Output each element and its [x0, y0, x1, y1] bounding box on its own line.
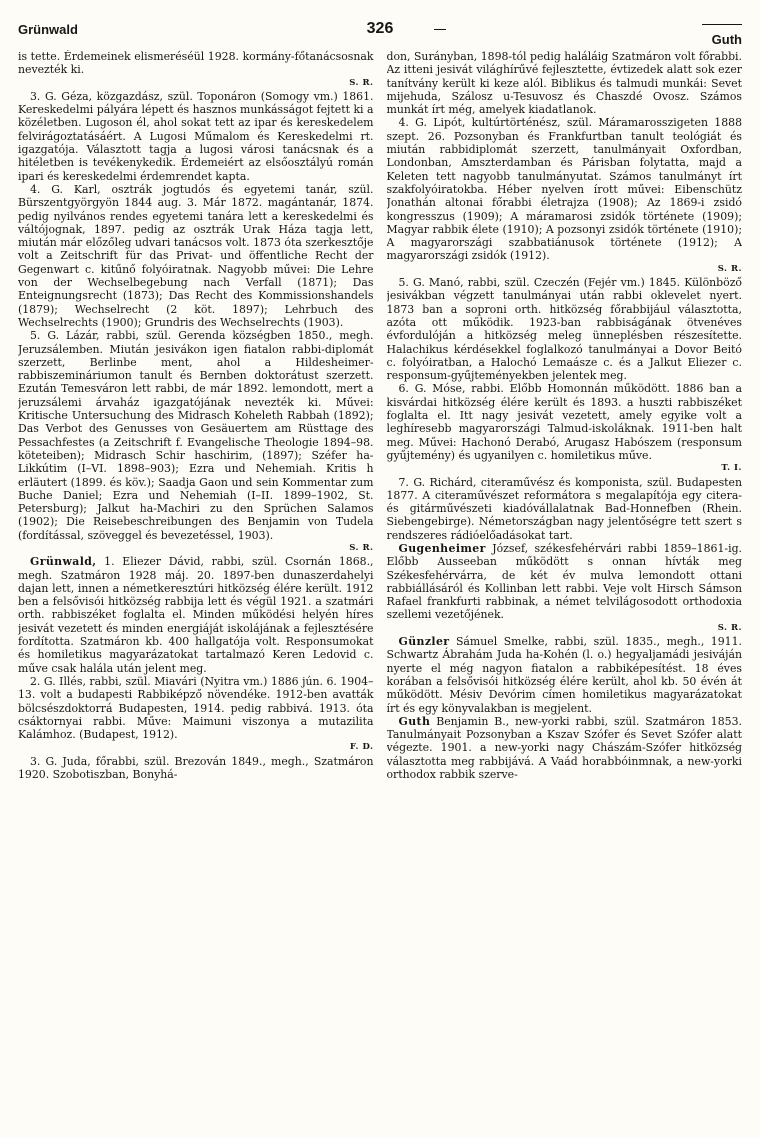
entry-text: József, székesfehérvári rabbi 1859–1861-ig. Előbb Ausseeban működött s onnan hívták meg Székesfehérvárra, de két év mulva lemondott ottani rabbiállásáról és Kollinban lett rabbi. Veje volt Hirsch Sámson Rafael frankfurti rabbinak, a német telvilágosodott orthodoxia szellemi vezetőjének. — [386, 541, 742, 622]
entry-text: 3. G. Géza, közgazdász, szül. Toponáron (Somogy vm.) 1861. Kereskedelmi pályára lépett és hasznos munkásságot fejtett ki a közéletben. Lugoson él, ahol sokat tett az ipar és kereskedelem felvirágoztatásáért. A Lugosi Műmalom és Kereskedelmi rt. igazgatója. Választott tagja a lugosi városi tanácsnak és a hitéletben is tevékenykedik. Érdemeiért az elsőosztályú román ipari és kereskedelmi érdemrendet kapta. — [18, 89, 374, 183]
entry-text: 3. G. Juda, főrabbi, szül. Brezován 1849., megh., Szatmáron 1920. Szobotiszban, Bonyhá- — [18, 754, 374, 782]
entry-text: Benjamin B., new-yorki rabbi, szül. Szatmáron 1853. Tanulmányait Pozsonyban a Kszav Szófer és Sevet Szófer alatt végezte. 1901. a new-yorki nagy Chászám-Szófer hitközség választotta meg rabbijává. A Vaád horabbóinmnak, a new-yorki orthodox rabbik szerve- — [386, 714, 742, 782]
entry-text: 7. G. Richárd, citeraművész és komponista, szül. Budapesten 1877. A citeraművészet reformátora s megalapítója egy citera- és gitárművészeti kiadóvállalatnak Bad-Honnefben (Rhein. Siebengebirge). Németországban nagy jelentőségre tett szert s rendszeres rádióelőadásokat tart. — [386, 475, 742, 542]
entry-paragraph — [18, 555, 374, 675]
author-initials: S. R. — [349, 542, 374, 553]
entry-headword: Guth — [398, 714, 431, 728]
running-header — [18, 20, 742, 46]
entry-paragraph — [387, 542, 743, 635]
entry-headword: Gugenheimer — [398, 541, 486, 555]
entry-headword: Günzler — [398, 635, 450, 649]
entry-text: 5. G. Lázár, rabbi, szül. Gerenda községben 1850., megh. Jeruzsálemben. Miután jesivákon igen fiatalon rabbi-diplomát szerzett, Berlinbe ment, ahol a Hildesheimer-rabbiszemináriumon tanult és Bernben doktorátust szerzett. Ezután Temesváron lett rabbi, de már 1892. lemondott, mert a jeruzsálemi árvaház igazgatójának nevezték ki. Művei: Kritische Untersuchung des Midrasch Koheleth Rabbah (1892); Das Verbot des Genusses von Gesäuertem am Rüsttage des Pessachfestes (a Zeitschrift f. Evangelische Theologie 1894–98. köteteiben); Midrasch Schir haschirim, (1897); Széfer ha-Likkútim (I–VI. 1898–903); Ezra und Nehemiah. Kritis h erläutert (1899. és köv.); Saadja Gaon und sein Kommentar zum Buche Daniel; Ezra und Nehemiah (I–II. 1899–1902, St. Petersburg); Jalkut ha-Machiri zu den Sprüchen Salamos (1902); Die Reisebeschreibungen des Benjamin von Tudela (fordítással, szöveggel és bevezetéssel, 1903). — [18, 329, 374, 542]
author-initials: T. I. — [721, 463, 742, 474]
entry-paragraph — [387, 382, 743, 475]
entry-headword: Grünwald, — [30, 555, 97, 569]
header-dash — [434, 29, 446, 30]
author-initials: S. R. — [717, 622, 742, 633]
entry-text: 6. G. Móse, rabbi. Előbb Homonnán működött. 1886 ban a kisvárdai hitközség élére került és 1893. a huszti rabbiszéket foglalta el. Itt nagy jesivát vezetett, amely egyike volt a leghíresebb magyarországi Talmud-iskoláknak. 1911-ben halt meg. Művei: Hachonó Derabó, Arugasz Habószem (responsum gyűjtemény) és ugyanilyen c. homiletikus műve. — [386, 382, 742, 462]
entry-text: don, Surányban, 1898-tól pedig haláláig Szatmáron volt főrabbi. Az itteni jesivát világhírűvé fejlesztette, évtizedek alatt sok ezer tanítvány került ki keze alól. Biblikus és talmudi munkái: Sevet mijehuda, Szálosz u-Tesuvosz és Chaszdé Ovosz. Számos munkát írt még, amelyek kiadatlanok. — [386, 50, 742, 117]
entry-text: 4. G. Lipót, kultúrtörténész, szül. Máramarosszigeten 1888 szept. 26. Pozsonyban és Frankfurtban tanult teológiát és miután rabbidiplomát szerzett, tanulmányait Oxfordban, Londonban, Amszterdamban és Párisban folytatta, majd a Keleten tett nagyobb tanulmányutat. Számos tanulmányt írt szakfolyóiratokba. Héber nyelven írott művei: Eibenschütz Jonathán altonai főrabbi életrajza (1908); Az 1869-i zsidó kongresszus (1909); A máramarosi zsidók története (1909); Magyar rabbik élete (1910); A pozsonyi zsidók története (1910); A magyarországi szabbatiánusok története (1912); A magyarországi zsidók (1912). — [386, 116, 742, 263]
entry-paragraph — [18, 675, 374, 755]
entry-paragraph — [387, 635, 743, 715]
entry-text: 4. G. Karl, osztrák jogtudós és egyetemi tanár, szül. Bürszentgyörgyön 1844 aug. 3. Már 1872. magántanár, 1874. pedig nyilvános rendes egyetemi tanára lett a kereskedelmi és váltójognak, 1897. pedig az osztrák Urak Háza tagja lett, miután már előzőleg udvari tanácsos volt. 1873 óta szerkesztője volt a Zeitschrift für das Privat- und öffentliche Recht der Gegenwart c. kitűnő folyóiratnak. Nagyobb művei: Die Lehre von der Wechselbegebung nach Verfall (1871); Das Enteignungsrecht (1873); Das Recht des Kommissionshandels (1879); Wechselrecht (2 köt. 1897); Lehrbuch des Wechselrechts (1900); Grundris des Wechselrechts (1903). — [18, 182, 374, 329]
author-initials: F. D. — [349, 742, 374, 753]
right-column — [387, 50, 743, 1128]
entry-text: Sámuel Smelke, rabbi, szül. 1835., megh., 1911. Schwartz Ábrahám Juda ha-Kohén (l. o.) hegyaljamádi jesiváján nyerte el még nagyon fiatalon a rabbiképesítést. 18 éves korában a felsővisói hitközség élére került, ahol kb. 50 évén át működött. Mésiv Devórim címen homiletikus magyarázatokat írt és egy könyvalakban is megjelent. — [386, 635, 742, 715]
header-left-guideword: Grünwald — [18, 22, 78, 37]
author-initials: S. R. — [717, 263, 742, 274]
header-rule — [702, 24, 742, 25]
entry-paragraph — [387, 276, 743, 382]
entry-paragraph — [387, 50, 743, 116]
entry-paragraph — [18, 755, 374, 782]
entry-paragraph — [387, 715, 743, 781]
entry-text: 1. Eliezer Dávid, rabbi, szül. Csornán 1868., megh. Szatmáron 1928 máj. 20. 1897-ben dunaszerdahelyi dajan lett, innen a németkeresztúri hitközség élére került. 1912 ben a felsővisói hitközség rabbija lett és végül 1921. a szatmári orth. rabbiszéket foglalta el. Minden működési helyén híres jesivát vezetett és minden energiáját iskolájának a fejlesztésére fordította. Szatmáron kb. 400 hallgatója volt. Responsumokat és homiletikus magyarázatokat tartalmazó Keren Ledovid c. műve csak halála után jelent meg. — [18, 555, 374, 675]
author-initials: S. R. — [349, 77, 374, 88]
left-column — [18, 50, 374, 1128]
entry-paragraph — [387, 116, 743, 276]
entry-paragraph — [18, 90, 374, 183]
entry-paragraph — [18, 50, 374, 90]
entry-text: 5. G. Manó, rabbi, szül. Czeczén (Fejér vm.) 1845. Különböző jesivákban végzett tanulmányai után rabbi oklevelet nyert. 1873 ban a soproni orth. hitközség főrabbijául választotta, azóta ott működik. 1923-ban rabbiságának ötvenéves évfordulóján a hitközség meleg ünneplésben részesítette. Halachikus kérdésekkel foglalkozó tanulmányai a Dovor Beitó c. folyóiratban, a Halochó Lemaásze c. és a Jalkut Eliezer c. responsum-gyűjteményekben jelentek meg. — [386, 276, 742, 383]
entry-paragraph — [18, 329, 374, 555]
header-right-guideword: Guth — [711, 32, 742, 47]
entry-text: is tette. Érdemeinek elismeréséül 1928. kormány-főtanácsosnak nevezték ki. — [18, 50, 374, 77]
entry-text: 2. G. Illés, rabbi, szül. Miavári (Nyitra vm.) 1886 jún. 6. 1904–13. volt a budapesti Rabbiképző növendéke. 1912-ben avatták bölcsészdoktorrá Budapesten, 1914. pedig rabbivá. 1913. óta csáktornyai rabbi. Műve: Maimuni viszonya a mutazilita Kalámhoz. (Budapest, 1912). — [18, 674, 374, 742]
entry-paragraph — [387, 476, 743, 542]
page-number: 326 — [366, 20, 394, 37]
text-columns — [18, 50, 742, 1128]
entry-paragraph — [18, 183, 374, 329]
